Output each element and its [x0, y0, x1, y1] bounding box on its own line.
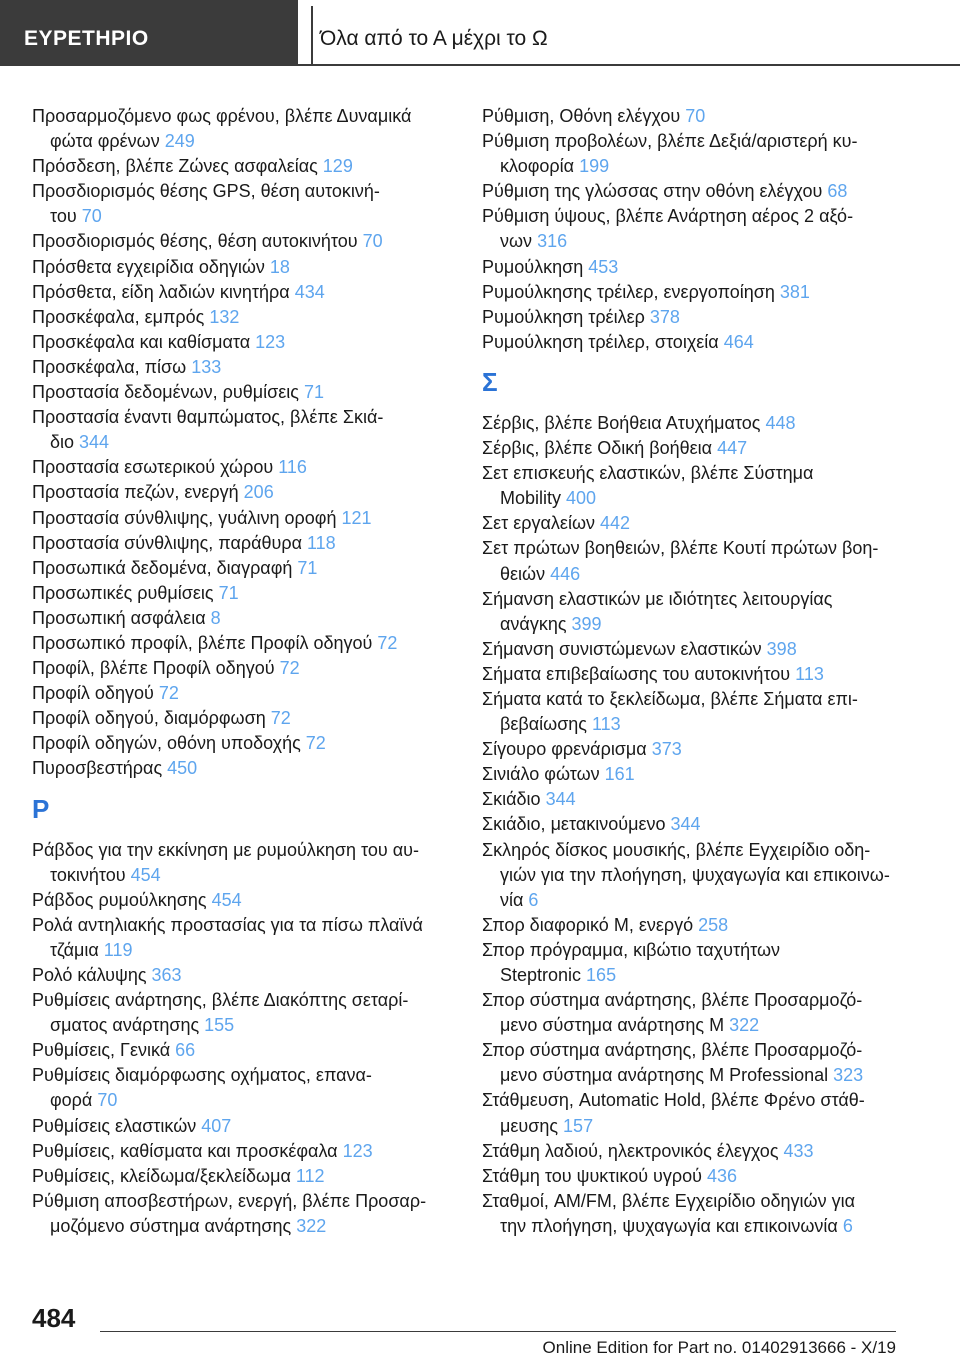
page-reference-link[interactable]: 454	[211, 889, 242, 910]
index-entry-text: Ρυμούλκηση	[482, 256, 589, 277]
footer-rule	[100, 1331, 896, 1332]
index-entry	[32, 1063, 452, 1113]
index-entry-text: Ρυμούλκηση τρέιλερ, στοιχεία	[482, 331, 724, 352]
page-reference-link[interactable]: 323	[833, 1065, 864, 1086]
index-entry	[482, 737, 902, 762]
page-reference-link[interactable]: 72	[377, 632, 398, 653]
index-entry	[482, 1139, 902, 1164]
index-entry-text: Στάθμευση, Automatic Hold, βλέπε Φρένο στάθ‐ μευσης	[482, 1090, 865, 1136]
index-entry	[32, 556, 452, 581]
index-entry-text: Προφίλ οδηγών, οθόνη υποδοχής	[32, 733, 306, 754]
index-entry-text: Προσαρμοζόμενο φως φρένου, βλέπε Δυναμικά φώτα φρένων	[32, 106, 412, 152]
index-entry-text: Σκιάδιο, μετακινούμενο	[482, 814, 671, 835]
page-reference-link[interactable]: 165	[586, 965, 617, 985]
index-entry	[32, 104, 452, 154]
index-entry-text: Πυροσβεστήρας	[32, 758, 168, 779]
page-reference-link[interactable]: 71	[297, 557, 318, 578]
index-entry	[482, 787, 902, 812]
page-reference-link[interactable]: 249	[164, 131, 195, 152]
index-entry	[32, 455, 452, 480]
page-reference-link[interactable]: 344	[545, 789, 576, 810]
index-entry	[32, 631, 452, 656]
index-entry-text: Σήματα κατά το ξεκλείδωμα, βλέπε Σήματα επι‐ βεβαίωσης	[482, 688, 858, 735]
index-entry-text: Σκληρός δίσκος μουσικής, βλέπε Εγχειρίδιο οδη‐ γιών για την πλοήγηση, ψυχαγωγία και επικοινω‐ νία	[482, 839, 890, 910]
index-entry	[32, 706, 452, 731]
index-entry	[482, 913, 902, 938]
page-reference-link[interactable]: 206	[243, 482, 274, 503]
page-reference-link[interactable]: 112	[295, 1165, 325, 1186]
index-entry	[482, 280, 902, 305]
index-entry-text: Πρόσθετα, είδη λαδιών κινητήρα	[32, 281, 295, 302]
index-entry-text: Προσωπικά δεδομένα, διαγραφή	[32, 557, 298, 578]
page-reference-link[interactable]: 373	[651, 739, 682, 760]
index-entry	[482, 662, 902, 687]
index-entry-text: Σήματα επιβεβαίωσης του αυτοκινήτου	[482, 663, 796, 684]
index-entry	[482, 687, 902, 737]
index-entry-text: Σπορ σύστημα ανάρτησης, βλέπε Προσαρμοζό‐ μενο σύστημα ανάρτησης M Professional	[482, 1040, 863, 1086]
index-entry-text: Προσδιορισμός θέσης, θέση αυτοκινήτου	[32, 231, 363, 252]
page-reference-link[interactable]: 119	[103, 939, 133, 960]
index-entry-text: Ρυθμίσεις ανάρτησης, βλέπε Διακόπτης σεταρί‐ σματος ανάρτησης	[32, 990, 409, 1036]
index-entry	[32, 405, 452, 455]
section-letter: Σ	[482, 366, 498, 397]
page-reference-link[interactable]: 381	[779, 281, 810, 302]
index-entry	[482, 812, 902, 837]
index-entry-text: Προστασία σύνθλιψης, γυάλινη οροφή	[32, 507, 342, 528]
page-reference-link[interactable]: 68	[827, 181, 848, 202]
page-number: 484	[32, 1303, 76, 1333]
page-reference-link[interactable]: 322	[729, 1015, 760, 1036]
index-entry	[32, 581, 452, 606]
index-entry	[32, 179, 452, 229]
index-entry	[482, 330, 902, 355]
index-entry	[482, 411, 902, 436]
index-entry	[32, 913, 452, 963]
index-entry	[482, 762, 902, 787]
page-reference-link[interactable]: 199	[579, 156, 610, 177]
index-entry	[32, 154, 452, 179]
index-entry	[32, 480, 452, 505]
index-entry-text: Στάθμη του ψυκτικού υγρού	[482, 1165, 707, 1186]
index-entry	[482, 637, 902, 662]
page-reference-link[interactable]: 400	[566, 488, 597, 509]
index-entry	[482, 838, 902, 913]
index-entry	[32, 380, 452, 405]
index-entry-text: Προφίλ, βλέπε Προφίλ οδηγού	[32, 658, 280, 679]
index-entry	[32, 681, 452, 706]
header-title: Όλα από το Α μέχρι το Ω	[320, 27, 548, 50]
page-reference-link[interactable]: 446	[550, 563, 581, 584]
index-entry-text: Σέρβις, βλέπε Βοήθεια Ατυχήματος	[482, 412, 766, 433]
index-entry-text: Σπορ πρόγραμμα, κιβώτιο ταχυτήτων Steptronic	[482, 939, 781, 985]
page-reference-link[interactable]: 344	[670, 814, 701, 835]
index-entry	[482, 511, 902, 536]
page-reference-link[interactable]: 464	[723, 331, 754, 352]
index-entry-text: Σινιάλο φώτων	[482, 764, 605, 785]
index-entry-text: Σήμανση συνιστώμενων ελαστικών	[482, 638, 767, 659]
page-reference-link[interactable]: 378	[649, 306, 680, 327]
page-reference-link[interactable]: 258	[698, 914, 729, 935]
page-reference-link[interactable]: 399	[571, 613, 602, 634]
index-entry	[32, 255, 452, 280]
index-entry	[32, 988, 452, 1038]
page-reference-link[interactable]: 398	[766, 638, 797, 659]
section-tab: ΕΥΡΕΤΗΡΙΟ	[0, 0, 298, 66]
page-reference-link[interactable]: 123	[342, 1140, 373, 1161]
index-entry-text: Ρύθμιση της γλώσσας στην οθόνη ελέγχου	[482, 181, 828, 202]
index-entry-text: Ρυθμίσεις, κλείδωμα/ξεκλείδωμα	[32, 1165, 296, 1186]
index-entry	[32, 963, 452, 988]
page-reference-link[interactable]: 316	[537, 231, 568, 252]
index-entry-text: Ρυθμίσεις, Γενικά	[32, 1040, 176, 1061]
index-entry-text: Σετ πρώτων βοηθειών, βλέπε Κουτί πρώτων βοη‐ θειών	[482, 538, 879, 584]
page-reference-link[interactable]: 155	[204, 1015, 235, 1036]
index-entry	[32, 506, 452, 531]
page-reference-link[interactable]: 116	[278, 457, 307, 478]
page-reference-link[interactable]: 322	[296, 1215, 327, 1236]
index-entry	[32, 305, 452, 330]
page-reference-link[interactable]: 123	[255, 331, 286, 352]
page-reference-link[interactable]: 66	[175, 1040, 196, 1061]
index-entry-text: Σέρβις, βλέπε Οδική βοήθεια	[482, 438, 718, 459]
index-entry-text: Σίγουρο φρενάρισμα	[482, 739, 652, 760]
index-entry	[32, 756, 452, 781]
index-entry-text: Ράβδος ρυμούλκησης	[32, 889, 212, 910]
page-reference-link[interactable]: 70	[362, 231, 383, 252]
page-reference-link[interactable]: 133	[191, 356, 222, 377]
index-entry-text: Σκιάδιο	[482, 789, 546, 810]
index-entry	[32, 531, 452, 556]
index-entry	[32, 888, 452, 913]
index-entry	[482, 204, 902, 254]
page-reference-link[interactable]: 363	[151, 965, 182, 985]
index-entry	[32, 1114, 452, 1139]
page-reference-link[interactable]: 434	[294, 281, 325, 302]
page-reference-link[interactable]: 71	[303, 382, 324, 403]
header-rule	[298, 64, 960, 66]
index-entry-text: Στάθμη λαδιού, ηλεκτρονικός έλεγχος	[482, 1140, 784, 1161]
header-divider	[311, 6, 313, 64]
page-reference-link[interactable]: 71	[218, 582, 239, 603]
page-reference-link[interactable]: 129	[322, 156, 353, 177]
index-entry-text: Προστασία δεδομένων, ρυθμίσεις	[32, 382, 304, 403]
index-column-right	[482, 104, 902, 1239]
index-entry-text: Προσδιορισμός θέσης GPS, θέση αυτοκινή‐ του	[32, 181, 380, 227]
index-entry	[482, 436, 902, 461]
page-reference-link[interactable]: 433	[783, 1140, 814, 1161]
index-entry-text: Ράβδος για την εκκίνηση με ρυμούλκηση του αυ‐ τοκινήτου	[32, 839, 419, 885]
index-entry-text: Ρυμούλκησης τρέιλερ, ενεργοποίηση	[482, 281, 780, 302]
index-entry	[32, 656, 452, 681]
page-reference-link[interactable]: 6	[528, 889, 539, 910]
index-entry	[482, 461, 902, 511]
page-reference-link[interactable]: 113	[592, 714, 621, 735]
page-reference-link[interactable]: 157	[563, 1115, 594, 1136]
page-reference-link[interactable]: 18	[269, 256, 290, 277]
index-entry-text: Ρύθμιση προβολέων, βλέπε Δεξιά/αριστερή κυ‐ κλοφορία	[482, 131, 858, 177]
index-entry	[482, 536, 902, 586]
page-reference-link[interactable]: 344	[79, 432, 110, 453]
index-entry-text: Προσκέφαλα και καθίσματα	[32, 331, 256, 352]
index-entry	[32, 731, 452, 756]
index-entry-text: Ρυθμίσεις ελαστικών	[32, 1115, 202, 1136]
index-entry	[32, 229, 452, 254]
page-reference-link[interactable]: 442	[600, 513, 631, 534]
index-entry-text: Ρολά αντηλιακής προστασίας για τα πίσω πλαϊνά τζάμια	[32, 914, 423, 960]
page-reference-link[interactable]: 454	[130, 864, 161, 885]
index-entry	[482, 1189, 902, 1239]
index-entry	[482, 255, 902, 280]
index-entry-text: Προφίλ οδηγού, διαμόρφωση	[32, 708, 271, 729]
index-column-left	[32, 104, 452, 1239]
index-entry-text: Ρυμούλκηση τρέιλερ	[482, 306, 650, 327]
page-reference-link[interactable]: 407	[201, 1115, 232, 1136]
index-entry	[482, 179, 902, 204]
page-reference-link[interactable]: 121	[341, 507, 372, 528]
index-entry	[482, 1088, 902, 1138]
index-entry-text: Προστασία σύνθλιψης, παράθυρα	[32, 532, 307, 553]
section-letter: Ρ	[32, 793, 50, 824]
index-entry-text: Πρόσθετα εγχειρίδια οδηγιών	[32, 256, 270, 277]
index-entry	[32, 1164, 452, 1189]
index-entry	[482, 129, 902, 179]
index-entry-text: Σήμανση ελαστικών με ιδιότητες λειτουργίας ανάγκης	[482, 588, 833, 634]
page-reference-link[interactable]: 447	[717, 438, 748, 459]
index-entry-text: Προστασία έναντι θαμπώματος, βλέπε Σκιά‐ διο	[32, 407, 384, 453]
page-reference-link[interactable]: 161	[604, 764, 635, 785]
index-entry	[32, 1139, 452, 1164]
page-reference-link[interactable]: 72	[305, 733, 326, 754]
index-entry	[32, 1189, 452, 1239]
page-reference-link[interactable]: 450	[167, 758, 198, 779]
index-entry	[32, 330, 452, 355]
index-entry	[482, 988, 902, 1038]
index-entry-text: Προστασία εσωτερικού χώρου	[32, 457, 279, 478]
index-entry	[482, 938, 902, 988]
index-entry-text: Σταθμοί, AM/FM, βλέπε Εγχειρίδιο οδηγιών για την πλοήγηση, ψυχαγωγία και επικοινωνία	[482, 1190, 855, 1236]
index-entry-text: Πρόσδεση, βλέπε Ζώνες ασφαλείας	[32, 156, 323, 177]
page-reference-link[interactable]: 436	[707, 1165, 738, 1186]
index-entry-text: Προσωπικές ρυθμίσεις	[32, 582, 219, 603]
index-entry	[32, 280, 452, 305]
page-header	[0, 0, 960, 66]
page-reference-link[interactable]: 453	[588, 256, 619, 277]
index-entry-text: Ρολό κάλυψης	[32, 965, 152, 985]
index-entry	[32, 355, 452, 380]
page-reference-link[interactable]: 448	[765, 412, 796, 433]
index-entry-text: Σετ επισκευής ελαστικών, βλέπε Σύστημα Mobility	[482, 463, 814, 509]
index-entry-text: Προσωπική ασφάλεια	[32, 607, 211, 628]
page-reference-link[interactable]: 118	[307, 532, 336, 553]
page-reference-link[interactable]: 72	[270, 708, 291, 729]
index-entry	[32, 606, 452, 631]
index-entry-text: Προσκέφαλα, εμπρός	[32, 306, 210, 327]
page-reference-link[interactable]: 113	[795, 663, 824, 684]
index-entry-text: Ρύθμιση, Οθόνη ελέγχου	[482, 106, 686, 126]
footer-edition: Online Edition for Part no. 01402913666 - X/19	[542, 1338, 896, 1357]
page-reference-link[interactable]: 132	[209, 306, 240, 327]
index-entry-text: Ρύθμιση ύψους, βλέπε Ανάρτηση αέρος 2 αξό‐ νων	[482, 206, 854, 252]
page-reference-link[interactable]: 70	[81, 206, 102, 227]
page-reference-link[interactable]: 72	[279, 658, 300, 679]
index-entry	[32, 838, 452, 888]
index-entry	[482, 1164, 902, 1189]
page-reference-link[interactable]: 70	[685, 106, 706, 126]
index-entry-text: Προσωπικό προφίλ, βλέπε Προφίλ οδηγού	[32, 632, 378, 653]
index-entry-text: Σπορ διαφορικό M, ενεργό	[482, 914, 699, 935]
index-entry-text: Σετ εργαλείων	[482, 513, 601, 534]
index-entry-text: Ρύθμιση αποσβεστήρων, ενεργή, βλέπε Προσαρ‐ μοζόμενο σύστημα ανάρτησης	[32, 1190, 427, 1236]
index-entry	[482, 305, 902, 330]
index-entry-text: Σπορ σύστημα ανάρτησης, βλέπε Προσαρμοζό‐ μενο σύστημα ανάρτησης M	[482, 990, 863, 1036]
index-entry	[482, 1038, 902, 1088]
index-entry-text: Ρυθμίσεις, καθίσματα και προσκέφαλα	[32, 1140, 343, 1161]
page-reference-link[interactable]: 6	[842, 1215, 853, 1236]
page-reference-link[interactable]: 70	[97, 1090, 118, 1111]
index-entry	[482, 104, 902, 129]
index-entry-text: Ρυθμίσεις διαμόρφωσης οχήματος, επανα‐ φορά	[32, 1065, 372, 1111]
index-entry	[482, 587, 902, 637]
index-entry-text: Προστασία πεζών, ενεργή	[32, 482, 244, 503]
index-entry	[32, 1038, 452, 1063]
index-entry-text: Προφίλ οδηγού	[32, 683, 159, 704]
index-entry-text: Προσκέφαλα, πίσω	[32, 356, 192, 377]
page-reference-link[interactable]: 8	[210, 607, 221, 628]
page-reference-link[interactable]: 72	[158, 683, 179, 704]
